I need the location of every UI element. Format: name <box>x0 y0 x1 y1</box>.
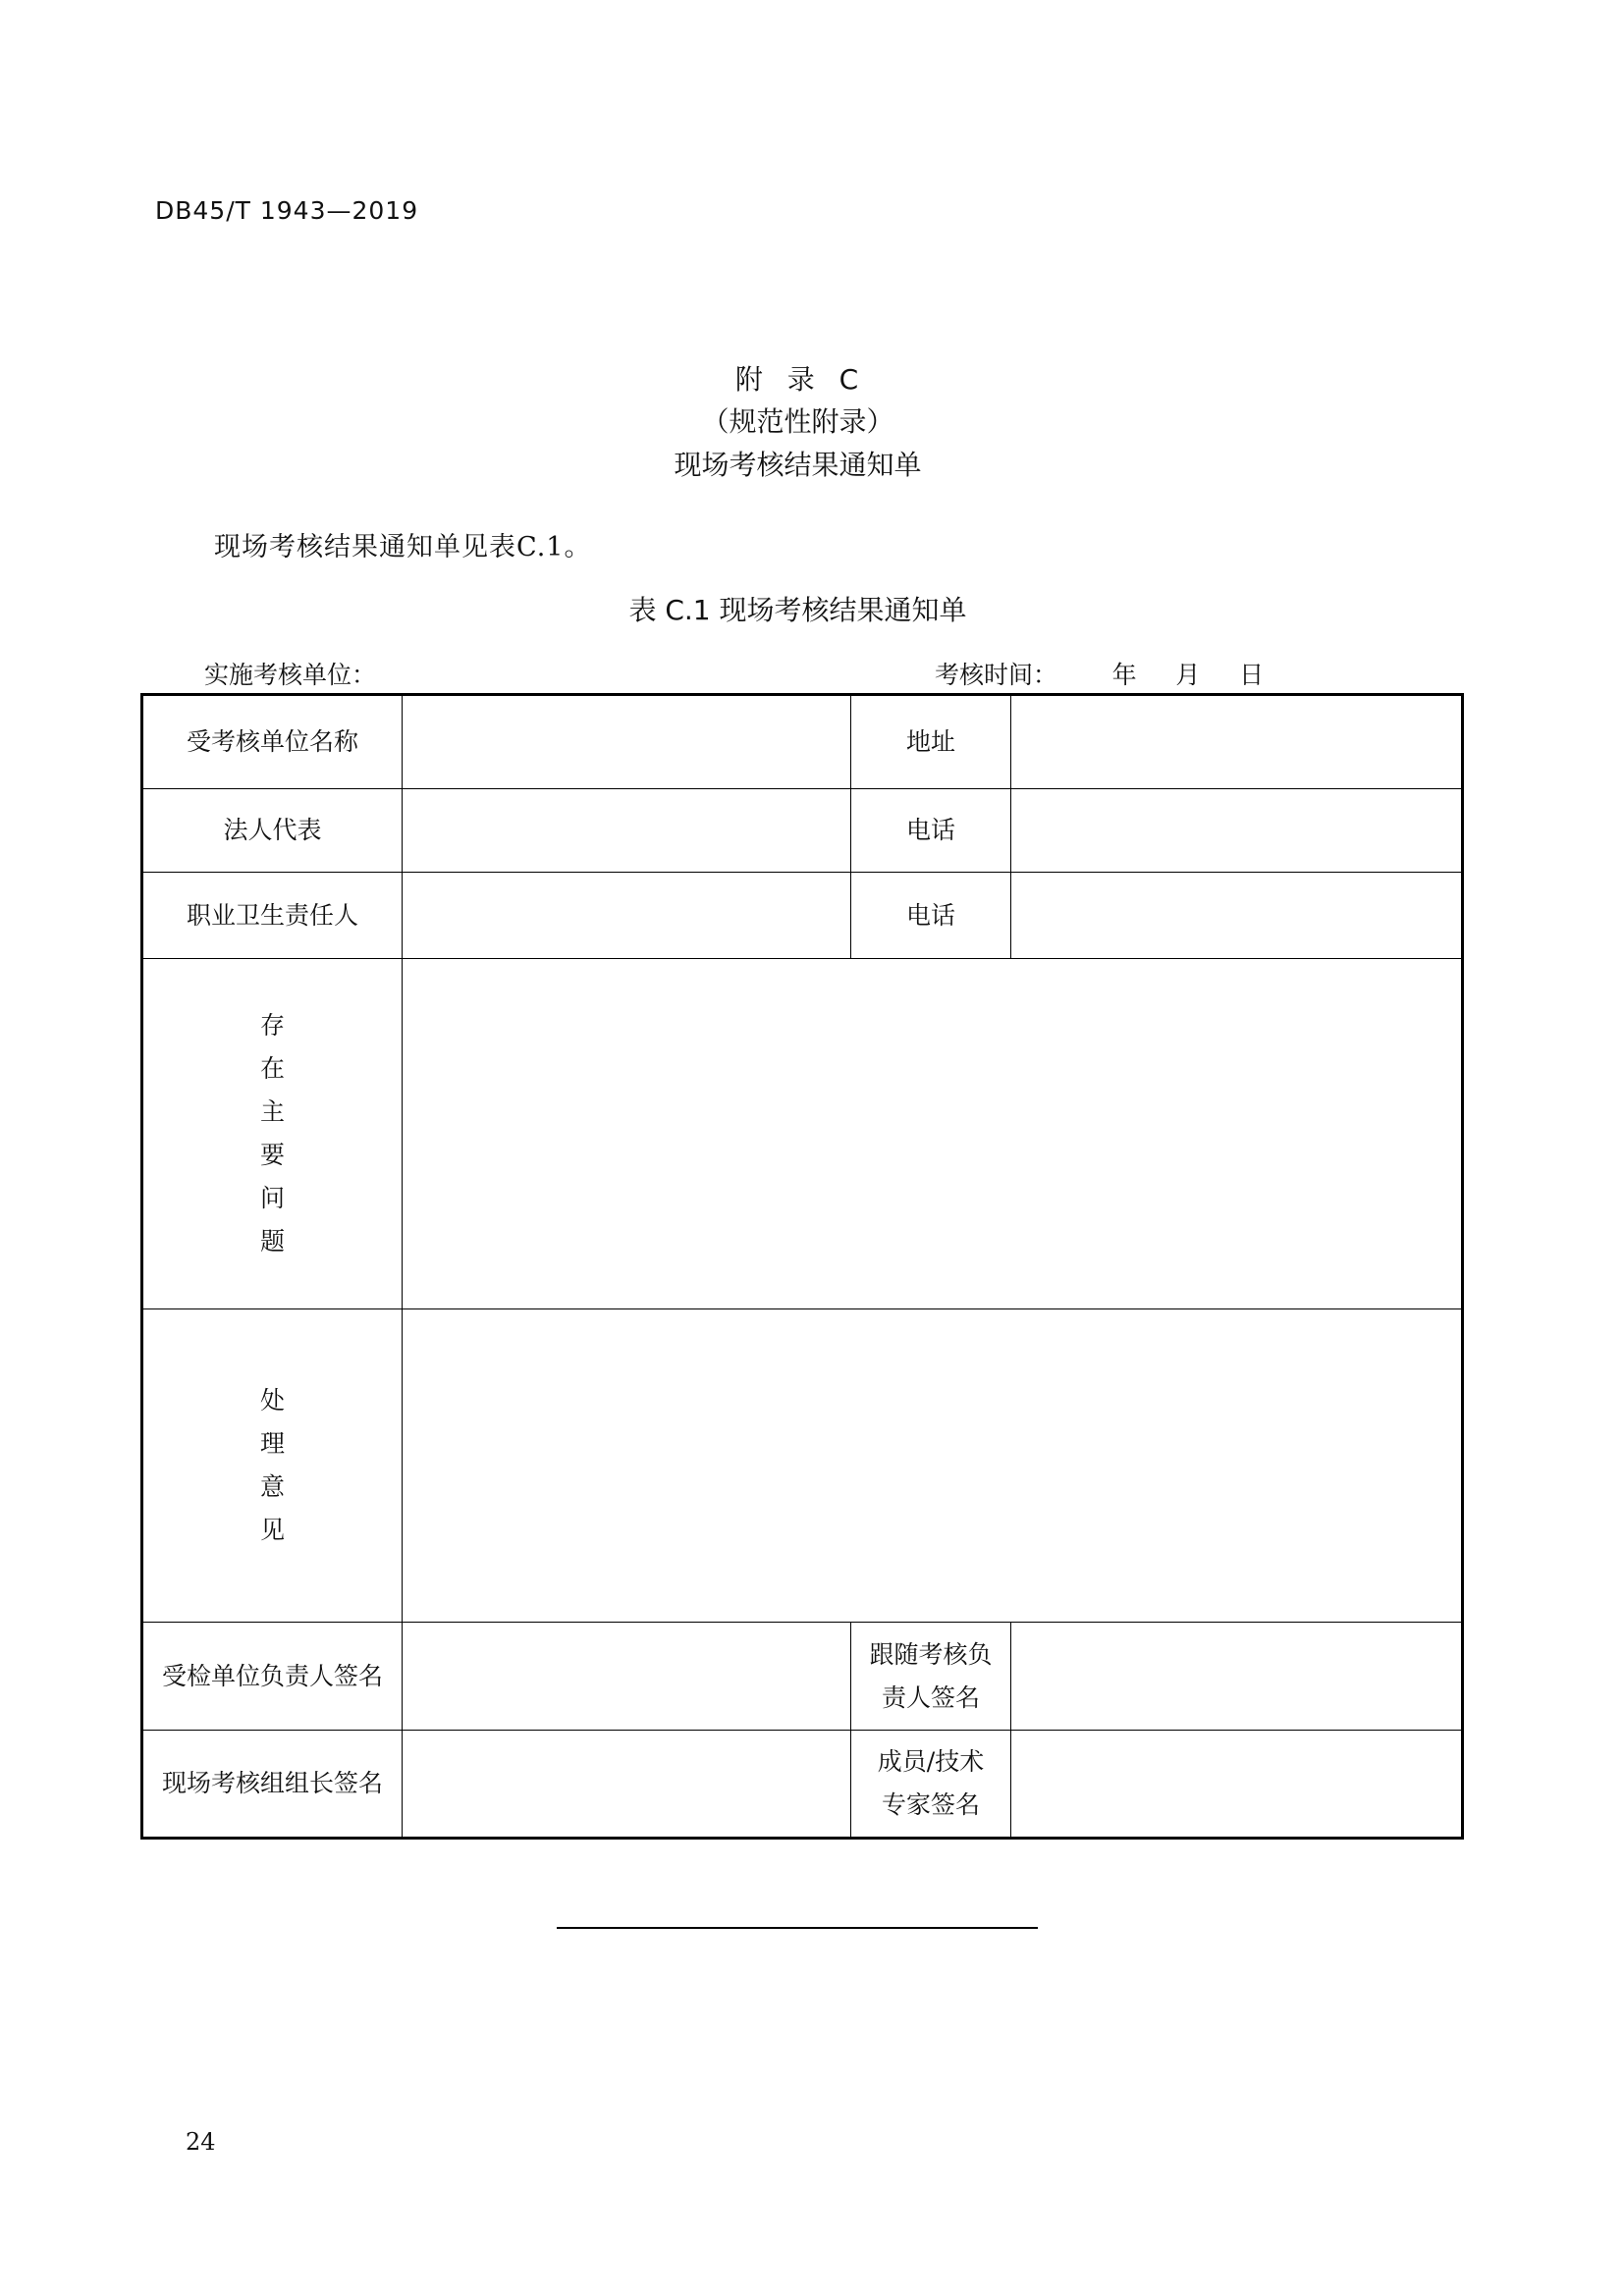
handling-opinion-char: 处 <box>259 1386 285 1415</box>
team-leader-signature-label: 现场考核组组长签名 <box>142 1731 403 1839</box>
handling-opinion-char: 见 <box>259 1516 285 1544</box>
table-row <box>142 1309 1463 1623</box>
inspected-unit-head-signature-label: 受检单位负责人签名 <box>142 1623 403 1731</box>
assessed-unit-name-field[interactable] <box>403 695 851 789</box>
phone-label: 电话 <box>851 789 1011 873</box>
signature-label-line: 专家签名 <box>881 1790 980 1819</box>
main-problems-field[interactable] <box>403 959 1463 1309</box>
table-row <box>142 789 1463 873</box>
inspected-unit-head-signature-field[interactable] <box>403 1623 851 1731</box>
intro-paragraph: 现场考核结果通知单见表C.1。 <box>214 532 592 562</box>
main-problems-char: 主 <box>259 1097 285 1126</box>
signature-label-line: 跟随考核负 <box>869 1639 993 1669</box>
table-row <box>142 959 1463 1309</box>
table-title: 表 C.1 现场考核结果通知单 <box>628 594 967 626</box>
team-leader-signature-field[interactable] <box>403 1731 851 1839</box>
table-row <box>142 695 1463 789</box>
signature-label-line: 责人签名 <box>881 1682 980 1712</box>
main-problems-char: 问 <box>259 1184 285 1212</box>
handling-opinion-char: 意 <box>259 1472 285 1501</box>
phone-field[interactable] <box>1011 789 1463 873</box>
address-field[interactable] <box>1011 695 1463 789</box>
main-problems-char: 要 <box>259 1141 285 1169</box>
accompanying-officer-signature-field[interactable] <box>1011 1623 1463 1731</box>
expert-signature-label <box>851 1731 1011 1839</box>
handling-opinion-label <box>142 1309 403 1623</box>
document-code: DB45/T 1943—2019 <box>155 196 419 225</box>
handling-opinion-char: 理 <box>259 1429 285 1458</box>
signature-label-line: 成员/技术 <box>877 1747 985 1776</box>
expert-signature-field[interactable] <box>1011 1731 1463 1839</box>
table-row <box>142 1731 1463 1839</box>
legal-representative-field[interactable] <box>403 789 851 873</box>
main-problems-char: 存 <box>259 1011 285 1040</box>
main-problems-char: 在 <box>259 1054 285 1083</box>
appendix-title: 附 录 C <box>734 363 861 396</box>
assessed-unit-name-label: 受考核单位名称 <box>142 695 403 789</box>
main-problems-label <box>142 959 403 1309</box>
legal-representative-label: 法人代表 <box>142 789 403 873</box>
address-label: 地址 <box>851 695 1011 789</box>
table-row <box>142 873 1463 959</box>
implementing-unit-label: 实施考核单位： <box>204 661 377 689</box>
appendix-subtitle: （规范性附录） <box>701 405 894 438</box>
notice-table <box>140 693 1464 1840</box>
table-row <box>142 1623 1463 1731</box>
accompanying-officer-signature-label <box>851 1623 1011 1731</box>
phone-field[interactable] <box>1011 873 1463 959</box>
page-number: 24 <box>186 2128 216 2156</box>
end-divider-line <box>557 1927 1038 1929</box>
handling-opinion-field[interactable] <box>403 1309 1463 1623</box>
appendix-name: 现场考核结果通知单 <box>674 449 922 481</box>
health-officer-label: 职业卫生责任人 <box>142 873 403 959</box>
health-officer-field[interactable] <box>403 873 851 959</box>
assessment-time-label: 考核时间： 年 月 日 <box>935 661 1265 689</box>
phone-label: 电话 <box>851 873 1011 959</box>
main-problems-char: 题 <box>259 1227 285 1255</box>
